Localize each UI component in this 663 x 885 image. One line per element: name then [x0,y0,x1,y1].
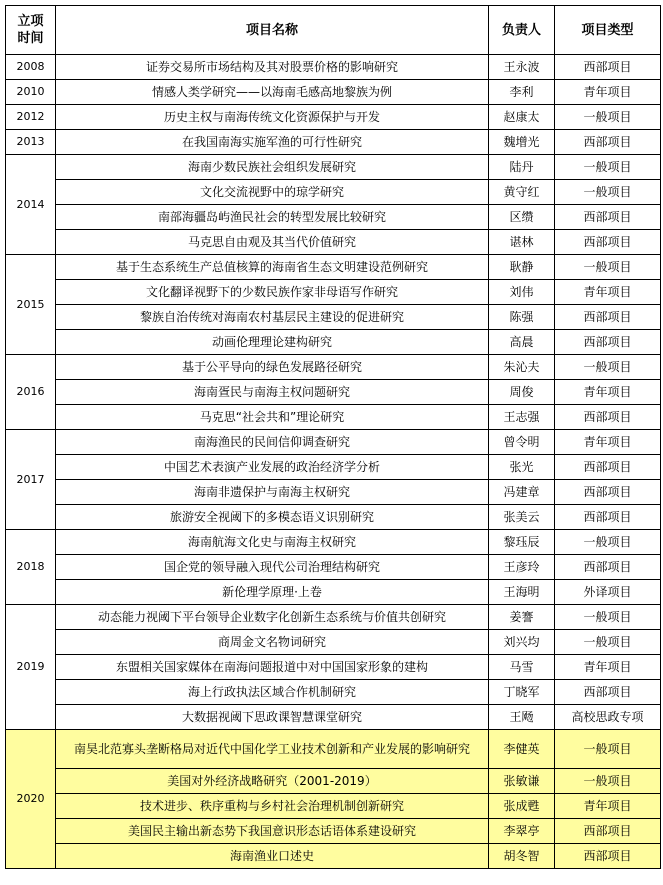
leader-cell: 区缵 [489,205,555,230]
table-row [6,155,661,180]
project-name-cell: 新伦理学原理·上卷 [56,580,489,605]
project-name-cell: 在我国南海实施军渔的可行性研究 [56,130,489,155]
leader-cell: 周俊 [489,380,555,405]
leader-cell: 张敏谦 [489,769,555,794]
project-name-cell: 黎族自治传统对海南农村基层民主建设的促进研究 [56,305,489,330]
leader-cell: 王永波 [489,55,555,80]
project-name-cell: 南昊北范寡头垄断格局对近代中国化学工业技术创新和产业发展的影响研究 [56,730,489,769]
project-type-cell: 青年项目 [555,80,661,105]
year-cell: 2017 [6,430,56,530]
table-row [6,330,661,355]
year-cell: 2018 [6,530,56,605]
table-row [6,655,661,680]
table-row [6,105,661,130]
table-row [6,705,661,730]
table-row [6,555,661,580]
project-type-cell: 西部项目 [555,455,661,480]
year-cell: 2012 [6,105,56,130]
project-name-cell: 文化交流视野中的琼学研究 [56,180,489,205]
leader-cell: 曾令明 [489,430,555,455]
project-name-cell: 马克思“社会共和”理论研究 [56,405,489,430]
leader-cell: 马雪 [489,655,555,680]
year-cell: 2010 [6,80,56,105]
leader-cell: 胡冬智 [489,844,555,869]
project-type-cell: 西部项目 [555,330,661,355]
leader-cell: 王飏 [489,705,555,730]
header-row [6,6,661,55]
project-type-cell: 一般项目 [555,769,661,794]
project-name-cell: 旅游安全视阈下的多模态语义识别研究 [56,505,489,530]
leader-cell: 王海明 [489,580,555,605]
table-row [6,455,661,480]
project-type-cell: 一般项目 [555,630,661,655]
year-cell: 2016 [6,355,56,430]
project-name-cell: 动画伦理理论建构研究 [56,330,489,355]
leader-cell: 王志强 [489,405,555,430]
leader-cell: 丁晓军 [489,680,555,705]
project-type-cell: 青年项目 [555,280,661,305]
table-row [6,205,661,230]
leader-cell: 刘伟 [489,280,555,305]
leader-cell: 张成甦 [489,794,555,819]
project-name-cell: 海南少数民族社会组织发展研究 [56,155,489,180]
project-type-cell: 西部项目 [555,230,661,255]
project-type-cell: 西部项目 [555,130,661,155]
project-type-cell: 西部项目 [555,844,661,869]
project-name-cell: 历史主权与南海传统文化资源保护与开发 [56,105,489,130]
project-type-cell: 青年项目 [555,655,661,680]
project-type-cell: 一般项目 [555,105,661,130]
project-type-cell: 西部项目 [555,305,661,330]
project-name-cell: 东盟相关国家媒体在南海问题报道中对中国国家形象的建构 [56,655,489,680]
leader-cell: 冯建章 [489,480,555,505]
project-name-cell: 海南非遗保护与南海主权研究 [56,480,489,505]
leader-cell: 魏增光 [489,130,555,155]
leader-cell: 赵康太 [489,105,555,130]
leader-cell: 李健英 [489,730,555,769]
leader-cell: 谌林 [489,230,555,255]
project-type-cell: 西部项目 [555,480,661,505]
project-type-cell: 西部项目 [555,555,661,580]
project-name-cell: 海南航海文化史与南海主权研究 [56,530,489,555]
project-name-cell: 商周金文名物词研究 [56,630,489,655]
leader-cell: 黎珏辰 [489,530,555,555]
year-cell: 2019 [6,605,56,730]
table-row [6,769,661,794]
project-type-cell: 外译项目 [555,580,661,605]
table-row [6,505,661,530]
project-name-cell: 情感人类学研究——以海南毛感高地黎族为例 [56,80,489,105]
header-type: 项目类型 [555,6,661,55]
leader-cell: 张光 [489,455,555,480]
table-row [6,405,661,430]
table-row [6,530,661,555]
table-row [6,819,661,844]
table-row [6,794,661,819]
leader-cell: 李利 [489,80,555,105]
table-row [6,480,661,505]
header-person: 负责人 [489,6,555,55]
leader-cell: 黄守红 [489,180,555,205]
table-row [6,430,661,455]
project-name-cell: 基于公平导向的绿色发展路径研究 [56,355,489,380]
project-type-cell: 一般项目 [555,255,661,280]
project-type-cell: 西部项目 [555,55,661,80]
project-type-cell: 一般项目 [555,530,661,555]
leader-cell: 耿静 [489,255,555,280]
table-row [6,180,661,205]
project-type-cell: 青年项目 [555,380,661,405]
project-name-cell: 基于生态系统生产总值核算的海南省生态文明建设范例研究 [56,255,489,280]
table-row [6,305,661,330]
project-name-cell: 美国民主输出新态势下我国意识形态话语体系建设研究 [56,819,489,844]
table-row [6,55,661,80]
table-row [6,355,661,380]
leader-cell: 张美云 [489,505,555,530]
year-cell: 2015 [6,255,56,355]
table-row [6,630,661,655]
project-type-cell: 西部项目 [555,205,661,230]
project-type-cell: 西部项目 [555,505,661,530]
project-type-cell: 青年项目 [555,430,661,455]
table-row [6,255,661,280]
table-row [6,605,661,630]
project-table [5,5,661,869]
project-type-cell: 西部项目 [555,819,661,844]
project-name-cell: 海上行政执法区域合作机制研究 [56,680,489,705]
table-body [6,55,661,869]
leader-cell: 刘兴均 [489,630,555,655]
header-name: 项目名称 [56,6,489,55]
project-type-cell: 一般项目 [555,730,661,769]
project-name-cell: 大数据视阈下思政课智慧课堂研究 [56,705,489,730]
project-type-cell: 一般项目 [555,180,661,205]
project-name-cell: 证券交易所市场结构及其对股票价格的影响研究 [56,55,489,80]
leader-cell: 李翠亭 [489,819,555,844]
project-type-cell: 一般项目 [555,155,661,180]
project-name-cell: 文化翻译视野下的少数民族作家非母语写作研究 [56,280,489,305]
table-row [6,130,661,155]
project-name-cell: 海南渔业口述史 [56,844,489,869]
leader-cell: 高晨 [489,330,555,355]
project-type-cell: 一般项目 [555,355,661,380]
leader-cell: 姜謇 [489,605,555,630]
project-type-cell: 西部项目 [555,680,661,705]
table-row [6,730,661,769]
table-row [6,280,661,305]
header-year: 立项 时间 [6,6,56,55]
project-name-cell: 动态能力视阈下平台领导企业数字化创新生态系统与价值共创研究 [56,605,489,630]
table-row [6,580,661,605]
project-type-cell: 一般项目 [555,605,661,630]
project-type-cell: 西部项目 [555,405,661,430]
project-name-cell: 海南疍民与南海主权问题研究 [56,380,489,405]
project-name-cell: 南部海疆岛屿渔民社会的转型发展比较研究 [56,205,489,230]
project-type-cell: 高校思政专项 [555,705,661,730]
year-cell: 2014 [6,155,56,255]
project-name-cell: 国企党的领导融入现代公司治理结构研究 [56,555,489,580]
year-cell: 2020 [6,730,56,869]
table-row [6,80,661,105]
project-name-cell: 美国对外经济战略研究（2001-2019） [56,769,489,794]
project-name-cell: 南海渔民的民间信仰调查研究 [56,430,489,455]
year-cell: 2013 [6,130,56,155]
leader-cell: 陈强 [489,305,555,330]
table-row [6,844,661,869]
project-type-cell: 青年项目 [555,794,661,819]
leader-cell: 朱沁夫 [489,355,555,380]
table-row [6,230,661,255]
year-cell: 2008 [6,55,56,80]
project-name-cell: 马克思自由观及其当代价值研究 [56,230,489,255]
project-name-cell: 中国艺术表演产业发展的政治经济学分析 [56,455,489,480]
leader-cell: 王彦玲 [489,555,555,580]
table-row [6,380,661,405]
project-name-cell: 技术进步、秩序重构与乡村社会治理机制创新研究 [56,794,489,819]
leader-cell: 陆丹 [489,155,555,180]
table-row [6,680,661,705]
